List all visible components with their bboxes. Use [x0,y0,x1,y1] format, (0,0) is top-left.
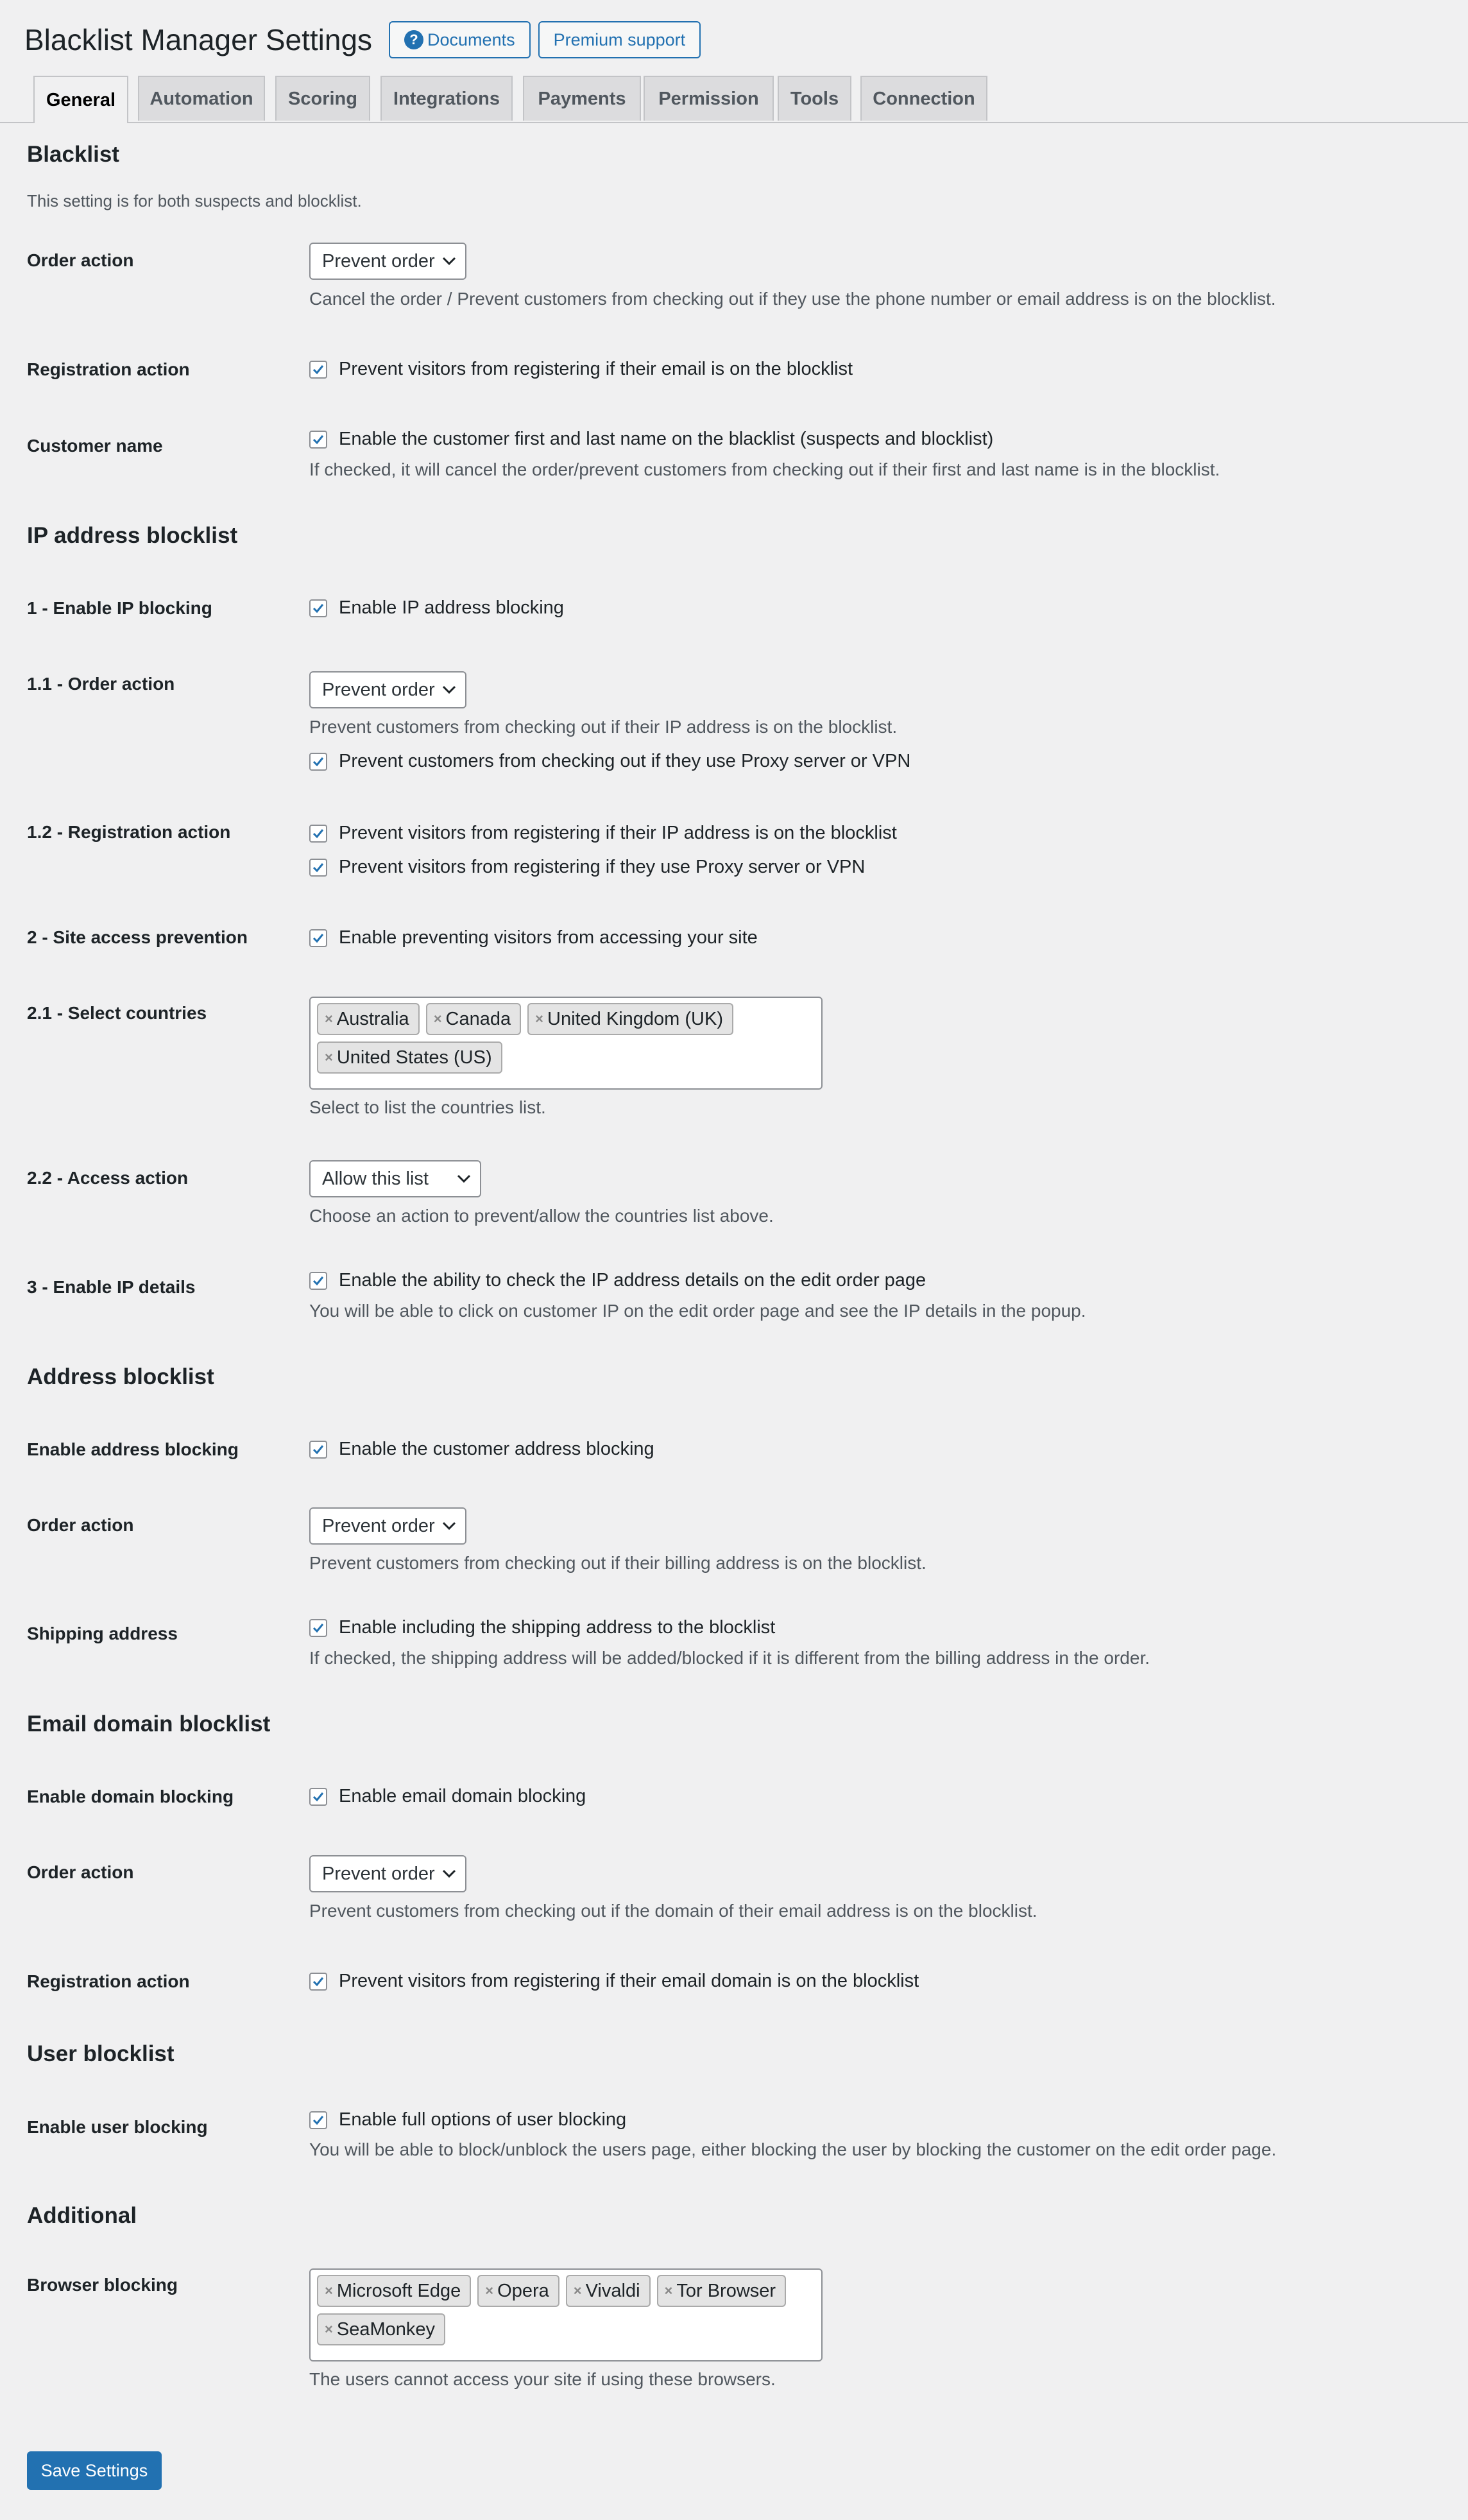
select-countries-label: 2.1 - Select countries [27,1003,207,1023]
checkbox-label: Prevent customers from checking out if they use Proxy server or VPN [339,751,911,771]
checkmark-icon [309,859,327,877]
enable-address-blocking-checkbox[interactable] [309,1439,654,1460]
browser-chip [317,2275,471,2307]
browser-chip [477,2275,559,2307]
access-action-label: 2.2 - Access action [27,1168,189,1188]
question-circle-icon: ? [404,30,423,49]
premium-support-button[interactable]: Premium support [538,21,701,58]
chevron-down-icon [442,685,456,695]
address-order-action-label: Order action [27,1515,134,1535]
checkbox-label: Enable the ability to check the IP address details on the edit order page [339,1270,926,1290]
close-icon[interactable]: × [664,2283,673,2299]
site-access-label: 2 - Site access prevention [27,927,248,947]
chip-label: United States (US) [336,1047,492,1068]
country-chip [426,1003,521,1035]
domain-order-action-label: Order action [27,1862,134,1882]
close-icon[interactable]: × [325,2321,333,2337]
checkmark-icon [309,1788,327,1806]
proxy-vpn-checkout-checkbox[interactable] [309,751,910,772]
tab-scoring[interactable]: Scoring [275,76,370,121]
ip-order-action-select[interactable] [309,671,466,708]
chip-label: Microsoft Edge [336,2280,461,2301]
section-heading-user-blocklist: User blocklist [27,2041,175,2066]
domain-order-action-select[interactable] [309,1855,466,1892]
select-value: Allow this list [322,1168,429,1189]
chip-label: Opera [497,2280,549,2301]
checkmark-icon [309,825,327,843]
customer-name-checkbox[interactable] [309,429,993,450]
tab-payments[interactable]: Payments [523,76,641,121]
tab-permission[interactable]: Permission [644,76,774,121]
checkmark-icon [309,1272,327,1290]
checkbox-label: Prevent visitors from registering if their IP address is on the blocklist [339,823,897,843]
enable-user-blocking-checkbox[interactable] [309,2109,626,2130]
browser-multiselect[interactable] [309,2268,823,2361]
checkmark-icon [309,361,327,379]
domain-registration-checkbox[interactable] [309,1971,919,1992]
tab-connection[interactable]: Connection [860,76,987,121]
ip-order-action-label: 1.1 - Order action [27,674,175,694]
domain-order-action-description: Prevent customers from checking out if the domain of their email address is on the blocklist. [309,1901,1037,1921]
order-action-description: Cancel the order / Prevent customers from checking out if they use the phone number or email address is on the blocklist. [309,289,1276,309]
browser-blocking-description: The users cannot access your site if using these browsers. [309,2369,776,2389]
checkmark-icon [309,1619,327,1637]
chevron-down-icon [457,1174,471,1184]
chip-label: United Kingdom (UK) [547,1008,723,1029]
enable-ip-blocking-checkbox[interactable] [309,597,564,619]
checkmark-icon [309,929,327,947]
checkbox-label: Enable preventing visitors from accessing your site [339,927,758,948]
checkbox-label: Prevent visitors from registering if they use Proxy server or VPN [339,857,866,877]
checkbox-label: Enable the customer address blocking [339,1439,654,1459]
ip-details-checkbox[interactable] [309,1270,926,1291]
settings-tabs [0,76,1468,123]
close-icon[interactable]: × [325,1049,333,1065]
close-icon[interactable]: × [325,2283,333,2299]
ip-order-action-description: Prevent customers from checking out if their IP address is on the blocklist. [309,717,898,737]
address-order-action-select[interactable] [309,1507,466,1545]
enable-user-blocking-label: Enable user blocking [27,2117,208,2137]
page-header [24,19,701,60]
chevron-down-icon [442,256,456,266]
order-action-select[interactable] [309,243,466,280]
ip-details-label: 3 - Enable IP details [27,1277,196,1297]
address-order-action-description: Prevent customers from checking out if their billing address is on the blocklist. [309,1553,926,1573]
save-settings-button[interactable]: Save Settings [27,2451,162,2490]
tab-tools[interactable]: Tools [778,76,851,121]
select-value: Prevent order [322,1515,435,1536]
enable-address-blocking-label: Enable address blocking [27,1439,239,1459]
close-icon[interactable]: × [433,1011,442,1027]
close-icon[interactable]: × [573,2283,582,2299]
checkbox-label: Enable the customer first and last name on the blacklist (suspects and blocklist) [339,429,994,449]
ip-details-description: You will be able to click on customer IP on the edit order page and see the IP details in the popup. [309,1301,1086,1321]
enable-ip-blocking-label: 1 - Enable IP blocking [27,598,212,618]
order-action-label: Order action [27,250,134,270]
domain-registration-action-label: Registration action [27,1971,190,1991]
country-chip [527,1003,733,1035]
registration-action-checkbox[interactable] [309,359,853,380]
checkmark-icon [309,753,327,771]
browser-blocking-label: Browser blocking [27,2275,178,2295]
section-heading-address-blocklist: Address blocklist [27,1364,214,1389]
browser-chip [566,2275,651,2307]
checkmark-icon [309,1973,327,1991]
shipping-address-description: If checked, the shipping address will be added/blocked if it is different from the billing address in the order. [309,1648,1150,1668]
site-access-checkbox[interactable] [309,927,758,948]
section-heading-email-domain-blocklist: Email domain blocklist [27,1711,271,1736]
chip-label: SeaMonkey [336,2319,436,2340]
customer-name-description: If checked, it will cancel the order/prevent customers from checking out if their first and last name is in the blocklist. [309,459,1220,479]
customer-name-label: Customer name [27,436,163,456]
access-action-select[interactable] [309,1160,481,1197]
checkbox-label: Enable email domain blocking [339,1786,586,1806]
checkbox-label: Enable IP address blocking [339,597,564,618]
tab-integrations[interactable]: Integrations [380,76,513,121]
enable-domain-blocking-checkbox[interactable] [309,1786,586,1807]
close-icon[interactable]: × [535,1011,543,1027]
blacklist-intro: This setting is for both suspects and blocklist. [27,191,362,210]
tab-automation[interactable]: Automation [138,76,265,121]
checkmark-icon [309,2111,327,2129]
page-title: Blacklist Manager Settings [24,23,373,56]
user-blocking-description: You will be able to block/unblock the users page, either blocking the user by blocking the customer on the edit order page. [309,2139,1277,2159]
section-heading-ip-blocklist: IP address blocklist [27,523,238,548]
shipping-address-label: Shipping address [27,1624,178,1643]
section-heading-additional: Additional [27,2203,137,2228]
tab-general[interactable]: General [33,76,128,123]
chip-label: Canada [445,1008,511,1029]
countries-description: Select to list the countries list. [309,1097,546,1117]
select-value: Prevent order [322,250,435,271]
checkmark-icon [309,1441,327,1459]
select-value: Prevent order [322,679,435,700]
access-action-description: Choose an action to prevent/allow the countries list above. [309,1206,774,1226]
chip-label: Tor Browser [676,2280,776,2301]
documents-label: Documents [427,30,515,49]
checkbox-label: Prevent visitors from registering if their email domain is on the blocklist [339,1971,919,1991]
checkmark-icon [309,431,327,449]
registration-action-label: Registration action [27,359,190,379]
select-value: Prevent order [322,1863,435,1884]
ip-registration-action-label: 1.2 - Registration action [27,822,231,842]
countries-multiselect[interactable] [309,997,823,1090]
section-heading-blacklist: Blacklist [27,142,119,167]
chip-label: Vivaldi [585,2280,640,2301]
browser-chip [317,2313,445,2345]
chevron-down-icon [442,1869,456,1879]
country-chip [317,1003,420,1035]
shipping-address-checkbox[interactable] [309,1617,775,1638]
checkbox-label: Enable including the shipping address to the blocklist [339,1617,776,1638]
ip-registration-checkbox[interactable] [309,823,897,844]
browser-chip [657,2275,787,2307]
checkmark-icon [309,599,327,617]
checkbox-label: Enable full options of user blocking [339,2109,627,2130]
country-chip [317,1041,502,1074]
close-icon[interactable]: × [485,2283,494,2299]
checkbox-label: Prevent visitors from registering if their email is on the blocklist [339,359,853,379]
proxy-vpn-registration-checkbox[interactable] [309,857,865,878]
chevron-down-icon [442,1521,456,1531]
documents-button[interactable] [389,21,531,58]
enable-domain-blocking-label: Enable domain blocking [27,1787,234,1806]
close-icon[interactable]: × [325,1011,333,1027]
chip-label: Australia [336,1008,409,1029]
